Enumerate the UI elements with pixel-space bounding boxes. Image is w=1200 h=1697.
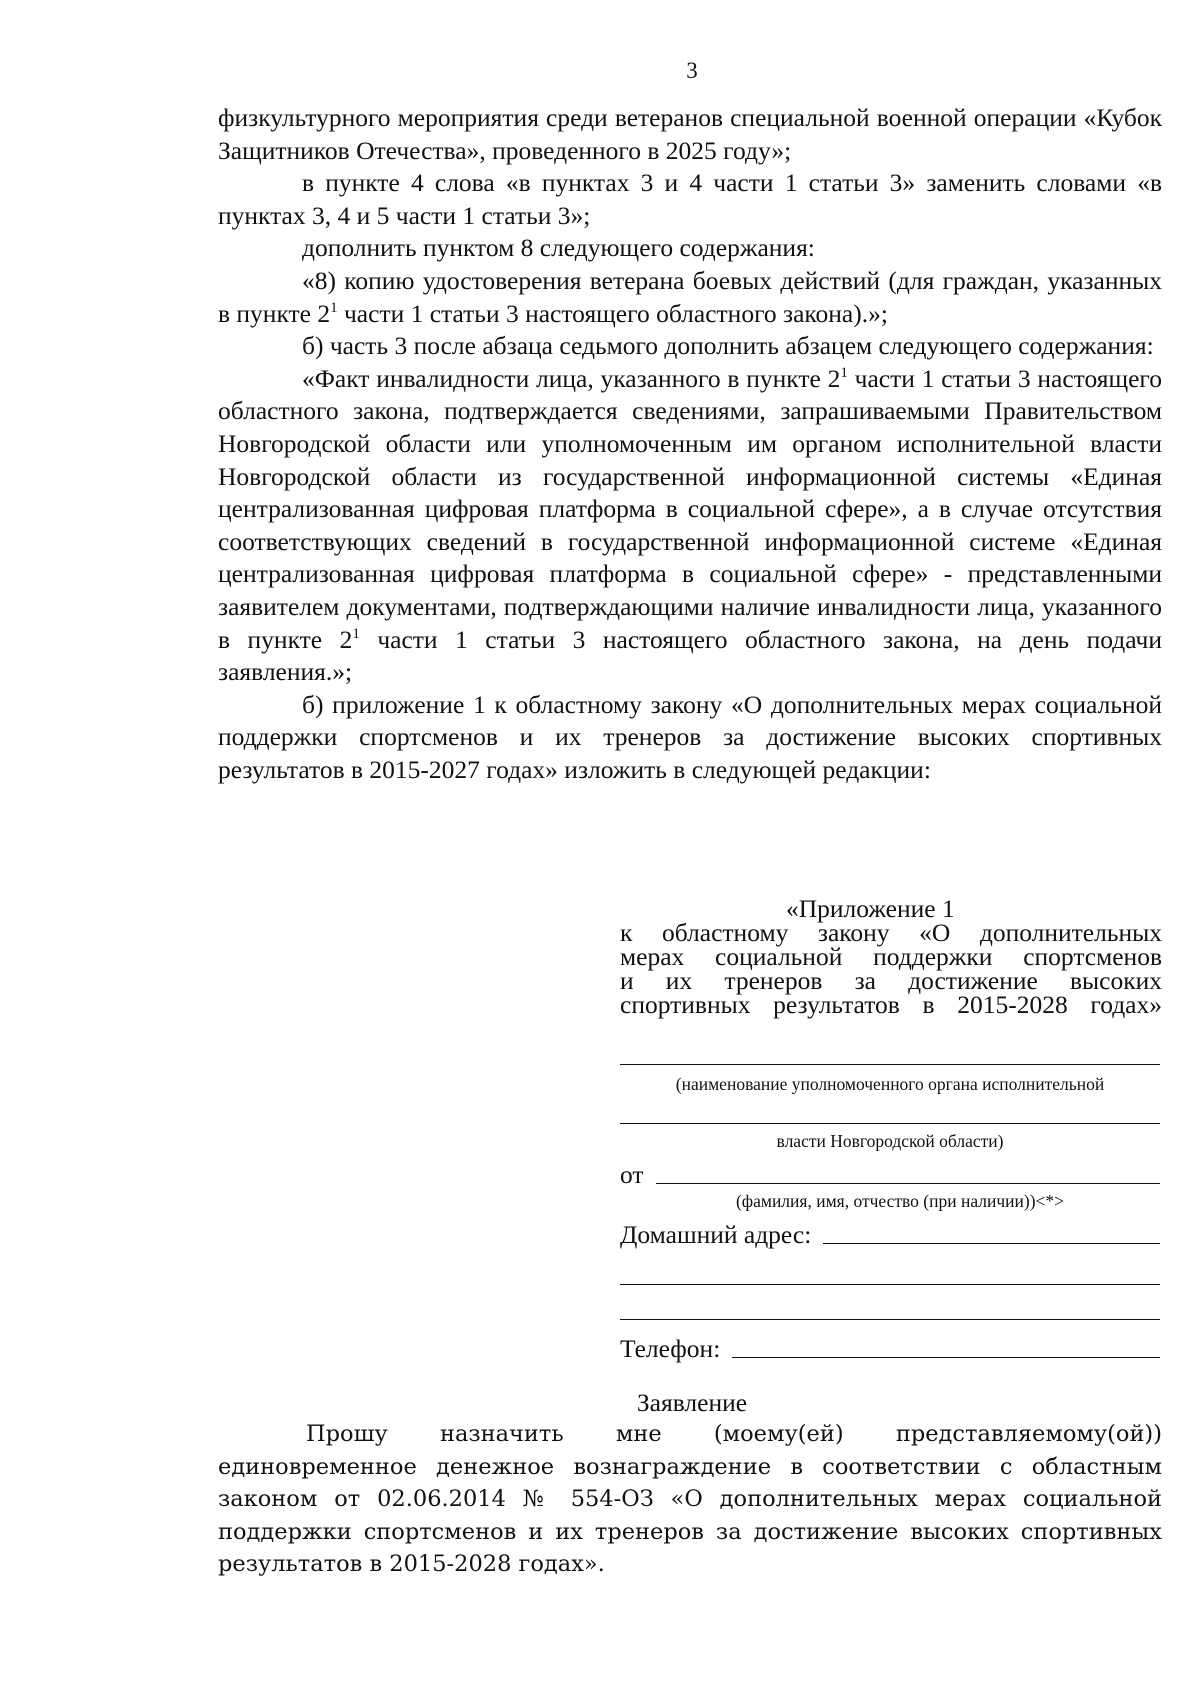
appendix-line-1: к областному закону «О дополнительных	[620, 918, 1162, 947]
address-row	[620, 1214, 1160, 1250]
authority-caption-2: власти Новгородской области)	[776, 1131, 1004, 1151]
paragraph-4-part-a: «8) копию удостоверения ветерана боевых действий (для граждан, указанных в пункте 2	[218, 265, 1162, 328]
address-label: Домашний адрес:	[620, 1220, 812, 1249]
address-blank-line-2[interactable]	[620, 1284, 1160, 1285]
from-label: от	[620, 1160, 644, 1189]
law-amendment-text	[218, 102, 1162, 786]
paragraph-6	[218, 363, 1162, 689]
superscript: 1	[840, 364, 848, 381]
authority-blank-line-1[interactable]	[620, 1064, 1160, 1065]
statement-text	[218, 1418, 1162, 1581]
appendix-line-2: мерах социальной поддержки спортсменов	[620, 942, 1162, 971]
paragraph-1: физкультурного мероприятия среди ветеранов специальной военной операции «Кубок Защитников Отечества», проведенного в 2025 году»;	[218, 103, 1162, 165]
paragraph-4-part-b: части 1 статьи 3 настоящего областного закона).»;	[337, 298, 888, 328]
address-blank-line-3[interactable]	[620, 1319, 1160, 1320]
page-number: 3	[686, 58, 698, 83]
appendix-line-3: и их тренеров за достижение высоких	[620, 966, 1162, 995]
applicant-name-field[interactable]	[656, 1183, 1160, 1184]
appendix-line-4: спортивных результатов в 2015-2028 годах»	[620, 990, 1162, 1019]
appendix-number: «Приложение 1	[786, 894, 955, 923]
paragraph-4	[218, 265, 1162, 330]
paragraph-5: б) часть 3 после абзаца седьмого дополнить абзацем следующего содержания:	[302, 331, 1154, 361]
paragraph-6-part-b: части 1 статьи 3 настоящего областного закона, подтверждается сведениями, запрашиваемыми Правительством Новгородской области или уполномоченным им органом исполнительной власти Новгородской области из государственной информационной системы «Единая централизованная цифровая платформа в социальной сфере», а в случае отсутствия соответствующих сведений в государственной информационной системе «Единая централизованная цифровая платформа в социальной сфере» - представленными заявителем документами, подтверждающими наличие инвалидности лица, указанного в пункте 2	[218, 363, 1162, 654]
superscript: 1	[352, 625, 360, 642]
address-field[interactable]	[823, 1243, 1160, 1244]
phone-label: Телефон:	[620, 1334, 721, 1363]
phone-row	[620, 1324, 1160, 1364]
paragraph-3: дополнить пунктом 8 следующего содержания:	[302, 233, 815, 263]
paragraph-6-part-a: «Факт инвалидности лица, указанного в пункте 2	[302, 363, 841, 393]
paragraph-2: в пункте 4 слова «в пунктах 3 и 4 части 1 статьи 3» заменить словами «в пунктах 3, 4 и 5 части 1 статьи 3»;	[218, 168, 1162, 230]
appendix-heading	[620, 894, 1162, 1019]
from-row	[620, 1154, 1160, 1190]
statement-paragraph: Прошу назначить мне (моему(ей) представляемому(ой)) единовременное денежное вознаграждение в соответствии с областным законом от 02.06.2014 № 554-ОЗ «О дополнительных мерах социальной поддержки спортсменов и их тренеров за достижение высоких спортивных результатов в 2015-2028 годах».	[218, 1421, 1162, 1577]
paragraph-7: б) приложение 1 к областному закону «О дополнительных мерах социальной поддержки спортсменов и их тренеров за достижение высоких спортивных результатов в 2015-2027 годах» изложить в следующей редакции:	[218, 689, 1162, 784]
paragraph-6-part-c: части 1 статьи 3 настоящего областного закона, на день подачи заявления.»;	[218, 624, 1162, 687]
authority-blank-line-2[interactable]	[620, 1123, 1160, 1124]
name-caption: (фамилия, имя, отчество (при наличии))<*>	[735, 1191, 1065, 1211]
authority-caption-1: (наименование уполномоченного органа исполнительной	[675, 1074, 1105, 1094]
phone-field[interactable]	[732, 1357, 1160, 1358]
superscript: 1	[330, 299, 338, 316]
application-header-form	[620, 1060, 1160, 1364]
statement-title: Заявление	[636, 1388, 748, 1417]
